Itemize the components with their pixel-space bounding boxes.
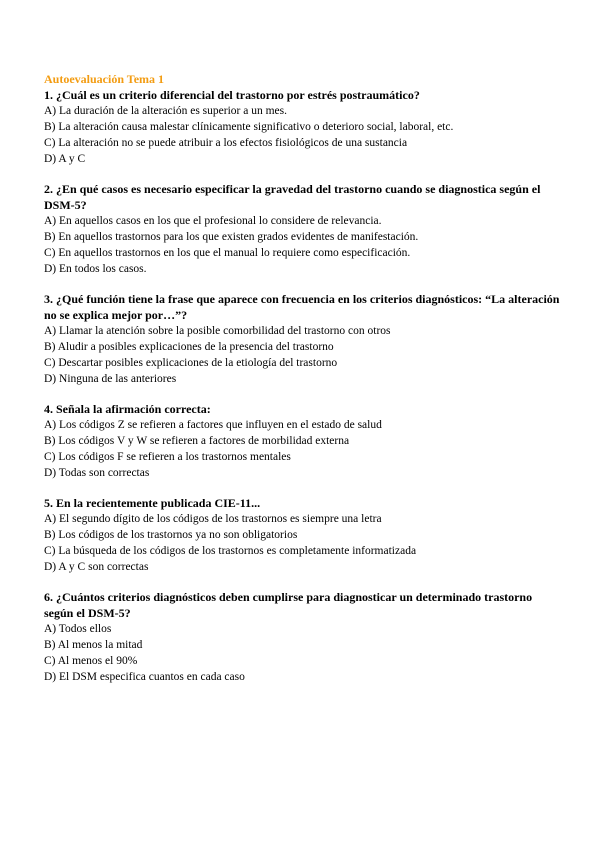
answer-option-b: B) Al menos la mitad: [44, 639, 143, 651]
question-text: 4. Señala la afirmación correcta:: [44, 402, 211, 416]
answer-option-d: D) A y C: [44, 153, 86, 165]
answer-option-c: C) La búsqueda de los códigos de los trastornos es completamente informatizada: [44, 545, 417, 557]
question-1: [44, 87, 560, 167]
question-text: 2. ¿En qué casos es necesario especificar la gravedad del trastorno cuando se diagnostica según el DSM-5?: [44, 182, 541, 212]
answer-option-b: B) Los códigos de los trastornos ya no son obligatorios: [44, 529, 298, 541]
answer-option-c: C) Al menos el 90%: [44, 655, 138, 667]
answer-option-a: A) Llamar la atención sobre la posible comorbilidad del trastorno con otros: [44, 325, 391, 337]
question-4: [44, 401, 560, 481]
answer-option-a: A) El segundo dígito de los códigos de los trastornos es siempre una letra: [44, 513, 382, 525]
answer-option-d: D) Ninguna de las anteriores: [44, 373, 177, 385]
answer-option-d: D) A y C son correctas: [44, 561, 149, 573]
question-text: 5. En la recientemente publicada CIE-11...: [44, 496, 261, 510]
answer-option-b: B) Aludir a posibles explicaciones de la presencia del trastorno: [44, 341, 334, 353]
answer-option-b: B) Los códigos V y W se refieren a factores de morbilidad externa: [44, 435, 350, 447]
document-page: [44, 71, 560, 699]
answer-option-a: A) Los códigos Z se refieren a factores que influyen en el estado de salud: [44, 419, 382, 431]
question-3: [44, 291, 560, 387]
document-title: Autoevaluación Tema 1: [44, 72, 165, 86]
answer-option-d: D) El DSM especifica cuantos en cada caso: [44, 671, 245, 683]
answer-option-c: C) Los códigos F se refieren a los trastornos mentales: [44, 451, 291, 463]
question-2: [44, 181, 560, 277]
answer-option-b: B) En aquellos trastornos para los que existen grados evidentes de manifestación.: [44, 231, 419, 243]
answer-option-d: D) En todos los casos.: [44, 263, 147, 275]
answer-option-c: C) La alteración no se puede atribuir a los efectos fisiológicos de una sustancia: [44, 137, 408, 149]
answer-option-c: C) En aquellos trastornos en los que el manual lo requiere como especificación.: [44, 247, 411, 259]
answer-option-c: C) Descartar posibles explicaciones de la etiología del trastorno: [44, 357, 338, 369]
answer-option-b: B) La alteración causa malestar clínicamente significativo o deterioro social, laboral, etc.: [44, 121, 454, 133]
question-6: [44, 589, 560, 685]
answer-option-a: A) La duración de la alteración es superior a un mes.: [44, 105, 287, 117]
question-text: 3. ¿Qué función tiene la frase que aparece con frecuencia en los criterios diagnósticos: “La alteración no se explica mejor por…”?: [44, 292, 560, 322]
answer-option-a: A) En aquellos casos en los que el profesional lo considere de relevancia.: [44, 215, 382, 227]
question-text: 6. ¿Cuántos criterios diagnósticos deben cumplirse para diagnosticar un determinado trastorno según el DSM-5?: [44, 590, 533, 620]
question-text: 1. ¿Cuál es un criterio diferencial del trastorno por estrés postraumático?: [44, 88, 420, 102]
answer-option-a: A) Todos ellos: [44, 623, 112, 635]
answer-option-d: D) Todas son correctas: [44, 467, 150, 479]
question-5: [44, 495, 560, 575]
